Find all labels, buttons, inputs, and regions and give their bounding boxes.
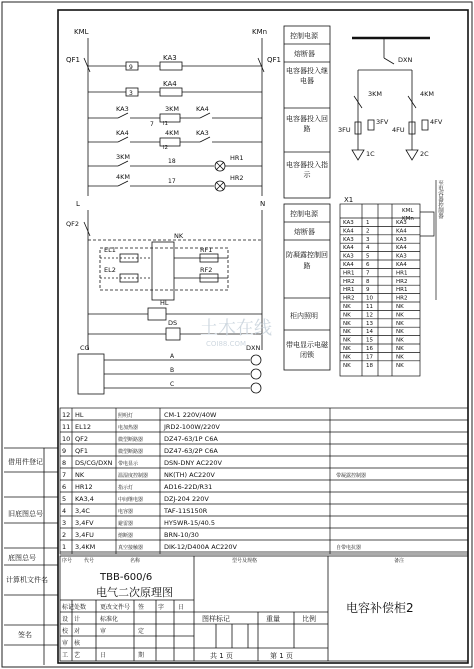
relay-3km-aux: 3KM — [116, 153, 131, 161]
title-block-left-rows — [62, 603, 184, 659]
terminal-row-number: 18 — [366, 362, 373, 369]
label-l: L — [76, 200, 80, 208]
margin-base-no: 底图总号 — [8, 554, 36, 562]
label-qf1-right: QF1 — [267, 56, 281, 64]
terminal-kml: KML — [402, 208, 414, 214]
live-display-circuit — [78, 354, 261, 394]
ol-4km: 4KM — [420, 90, 435, 98]
label-kml: KML — [74, 28, 89, 36]
terminal-row-label: NK — [343, 346, 351, 352]
ol-1c: 1C — [366, 150, 375, 158]
parts-row-name: 电容器 — [118, 509, 134, 515]
terminal-row-target: NK — [396, 362, 404, 369]
wire-18: 18 — [168, 158, 176, 165]
relay-ka4-interlock: KA4 — [196, 105, 209, 113]
terminal-row-number: 5 — [366, 253, 370, 260]
terminal-row-target: KA4 — [396, 245, 407, 252]
parts-row-no: 2 — [62, 531, 67, 539]
terminal-row-number: 17 — [366, 354, 373, 361]
terminal-row-number: 8 — [366, 278, 370, 285]
terminal-row-target: KA3 — [396, 236, 407, 243]
terminal-row-number: 3 — [366, 236, 370, 243]
terminal-row-label: KA4 — [343, 228, 354, 235]
terminal-row-label: NK — [343, 304, 351, 310]
relay-ka3-interlock: KA3 — [196, 129, 209, 137]
wire-3: 3 — [129, 90, 133, 97]
fn-live-display-lock: 带电显示电磁闭锁 — [286, 341, 328, 359]
stage-mark: 图样标记 — [202, 615, 230, 623]
fn-control-power-2: 控制电源 — [290, 210, 318, 218]
margin-borrow-register: 借用件登记 — [8, 458, 43, 466]
parts-row-name: 带电显示 — [118, 461, 139, 467]
terminal-row-number: 11 — [366, 304, 373, 310]
title-block-cell: 对 — [74, 628, 81, 635]
parts-row-no: 12 — [62, 411, 71, 419]
terminal-row-label: HR2 — [343, 278, 355, 285]
title-block-cell: 日 — [178, 604, 185, 611]
terminal-row-number: 14 — [366, 329, 373, 336]
label-el2: EL2 — [104, 266, 116, 274]
terminal-row-number: 9 — [366, 287, 370, 294]
parts-row-code: 3,4KM — [75, 543, 96, 551]
terminal-row-label: KA4 — [343, 262, 354, 268]
ol-4fv: 4FV — [430, 118, 443, 126]
title-block-cell: 艺 — [74, 652, 81, 659]
title-block-cell: 审 — [100, 628, 107, 635]
parts-row-name: 避雷器 — [118, 521, 134, 527]
label-n: N — [260, 200, 266, 208]
terminal-row-target: KA4 — [396, 262, 407, 268]
parts-row-name: 指示灯 — [118, 485, 134, 491]
label-rf1: RF1 — [200, 246, 213, 254]
relay-ka4-coil-label: KA4 — [163, 80, 177, 88]
terminal-row-target: NK — [396, 346, 404, 352]
terminal-row-number: 13 — [366, 320, 373, 327]
parts-row-no: 9 — [62, 447, 67, 455]
wire-17: 17 — [168, 178, 176, 185]
wire-9: 9 — [129, 64, 133, 71]
ol-3fv: 3FV — [376, 118, 389, 126]
title-block-cell: 字 — [158, 604, 165, 611]
label-nk: NK — [174, 232, 184, 240]
parts-row-spec: DZJ-204 220V — [164, 495, 209, 503]
parts-row-code: HR12 — [75, 483, 93, 491]
parts-row-code: HL — [75, 411, 84, 419]
fn-cap-relay: 电容器投入继电器 — [286, 67, 328, 85]
title-block-cell: 日 — [100, 652, 107, 659]
title-block-cell: 核 — [74, 640, 81, 647]
terminal-row-target: HR1 — [396, 287, 408, 294]
relay-ka3-coil-label: KA3 — [163, 54, 177, 62]
coil-l2: l2 — [163, 145, 169, 151]
wire-7: 7 — [150, 121, 154, 128]
label-cg: CG — [80, 344, 90, 352]
terminal-row-number: 6 — [366, 262, 370, 268]
parts-row-no: 10 — [62, 435, 71, 443]
parts-row-spec: HY5WR-15/40.5 — [164, 519, 215, 527]
parts-row-code: KA3,4 — [75, 495, 94, 503]
parts-row-no: 7 — [62, 471, 67, 479]
title-block-cell: 标记 — [62, 604, 75, 611]
title-block-cell: 处数 — [74, 604, 87, 611]
parts-header-code: 代号 — [84, 558, 95, 564]
one-line-diagram — [352, 38, 430, 160]
terminal-row-label: KA3 — [343, 220, 354, 226]
terminal-row-label: KA3 — [343, 253, 354, 260]
terminal-kmn: KMn — [402, 216, 414, 222]
parts-row-code: EL12 — [75, 423, 91, 431]
terminal-row-label: HR1 — [343, 270, 355, 277]
relay-4km-coil: 4KM — [165, 129, 180, 137]
terminal-row-label: NK — [343, 337, 351, 344]
title-block-cell: 设 — [62, 616, 69, 623]
parts-header-no: 序号 — [62, 558, 73, 564]
parts-header-note: 备注 — [394, 558, 405, 564]
parts-row-name: 中间继电器 — [118, 497, 144, 503]
relay-3km-coil: 3KM — [165, 105, 180, 113]
terminal-row-number: 4 — [366, 245, 370, 252]
ol-3fu: 3FU — [338, 126, 351, 134]
parts-row-no: 3 — [62, 519, 67, 527]
terminal-row-target: KA4 — [396, 228, 407, 235]
parts-row-note: 自带电抗器 — [336, 545, 362, 551]
phase-a: A — [170, 353, 175, 360]
parts-row-spec: BRN-10/30 — [164, 531, 199, 539]
margin-old-base-no: 旧底图总号 — [8, 510, 43, 518]
title-block-cell: 期 — [138, 652, 145, 659]
fn-fuse-2: 熔断器 — [294, 228, 315, 236]
terminal-row-target: KA3 — [396, 220, 407, 226]
parts-rows — [60, 411, 468, 564]
terminal-row-number: 1 — [366, 220, 370, 226]
parts-row-no: 11 — [62, 423, 71, 431]
terminal-rows — [340, 218, 420, 369]
fn-cap-loop: 电容器投入回路 — [286, 115, 328, 133]
weight-label: 重量 — [266, 615, 280, 623]
title-block-cell: 签 — [138, 604, 145, 611]
terminal-row-target: HR2 — [396, 278, 408, 285]
parts-row-no: 6 — [62, 483, 67, 491]
relay-ka3-contact: KA3 — [116, 105, 129, 113]
terminal-row-label: KA4 — [343, 245, 354, 252]
parts-row-name: 温湿度控制器 — [118, 473, 149, 479]
terminal-title: X1 — [344, 196, 354, 204]
parts-row-spec: TAF-11S150R — [164, 507, 208, 515]
total-pages: 共 1 页 — [210, 652, 233, 660]
watermark: 土木在线 — [200, 318, 272, 339]
terminal-row-target: NK — [396, 312, 404, 319]
fn-anti-condensation: 防凝露控制回路 — [286, 251, 328, 270]
parts-row-spec: JRD2-100W/220V — [164, 423, 220, 431]
title-block-cell: 更改文件号 — [100, 604, 131, 611]
relay-ka4-contact: KA4 — [116, 129, 129, 137]
parts-header-name: 名称 — [130, 558, 141, 564]
phase-c: C — [170, 381, 175, 388]
label-qf2: QF2 — [66, 220, 79, 228]
parts-row-name: 电加热器 — [118, 425, 139, 431]
terminal-row-target: HR1 — [396, 270, 408, 277]
parts-row-code: NK — [75, 471, 85, 479]
parts-row-name: 熔断器 — [118, 533, 134, 539]
terminal-row-label: KA3 — [343, 236, 354, 243]
terminal-row-number: 2 — [366, 228, 370, 235]
watermark-sub: COI88.COM — [206, 340, 247, 348]
parts-row-spec: DSN-DNY AC220V — [164, 459, 222, 467]
title-block-cell: 工 — [62, 652, 69, 659]
parts-row-no: 1 — [62, 543, 67, 551]
terminal-row-label: HR1 — [343, 287, 355, 294]
terminal-row-target: NK — [396, 354, 404, 361]
parts-row-code: QF2 — [75, 435, 88, 443]
title-block-cell: 校 — [62, 628, 69, 635]
terminal-row-target: NK — [396, 304, 404, 310]
margin-computer-file: 计算机文件名 — [6, 576, 48, 584]
parts-row-name: 微型断路器 — [118, 449, 144, 455]
parts-row-no: 5 — [62, 495, 67, 503]
title-block-cell: 定 — [138, 628, 145, 635]
parts-row-note: 带凝露控制器 — [336, 473, 367, 479]
parts-row-spec: DZ47-63/2P C6A — [164, 447, 218, 455]
fn-control-power-1: 控制电源 — [290, 32, 318, 40]
label-el1: EL1 — [104, 246, 116, 254]
title-block-cell: 标准化 — [100, 616, 119, 623]
parts-row-code: 3,4FV — [75, 519, 94, 527]
phase-b: B — [170, 367, 175, 374]
title-block-cell: 审 — [62, 640, 69, 647]
fn-cabinet-light: 柜内照明 — [290, 312, 318, 320]
parts-row-name: 微型断路器 — [118, 437, 144, 443]
relay-4km-aux: 4KM — [116, 173, 131, 181]
label-ds: DS — [168, 319, 178, 327]
parts-header-spec: 型号及规格 — [232, 558, 258, 564]
terminal-row-number: 10 — [366, 295, 373, 302]
parts-row-name: 照明灯 — [118, 413, 134, 419]
terminal-row-label: NK — [343, 329, 351, 336]
drawing-title: 电气二次原理图 — [96, 586, 173, 599]
ol-dxn: DXN — [398, 56, 413, 64]
parts-row-spec: DZ47-63/1P C6A — [164, 435, 218, 443]
label-qf1-left: QF1 — [66, 56, 80, 64]
terminal-row-label: NK — [343, 362, 351, 369]
label-dxn: DXN — [246, 344, 261, 352]
lamp-hr2: HR2 — [230, 174, 244, 182]
parts-row-code: 3,4C — [75, 507, 90, 515]
terminal-row-label: NK — [343, 354, 351, 361]
ol-4fu: 4FU — [392, 126, 405, 134]
fn-fuse-1: 熔断器 — [294, 50, 315, 58]
title-block-cell: 计 — [74, 616, 81, 623]
parts-row-code: QF1 — [75, 447, 88, 455]
terminal-side-note: 至电容器控制器 — [437, 180, 443, 219]
terminal-row-target: NK — [396, 320, 404, 327]
terminal-row-target: NK — [396, 329, 404, 336]
parts-row-no: 4 — [62, 507, 67, 515]
fn-cap-indicator: 电容器投入指示 — [286, 161, 328, 179]
parts-row-code: 3,4FU — [75, 531, 94, 539]
coil-l1: l1 — [163, 121, 169, 127]
parts-row-no: 8 — [62, 459, 67, 467]
label-kmn: KMn — [252, 28, 268, 36]
terminal-row-target: NK — [396, 337, 404, 344]
terminal-row-target: KA3 — [396, 253, 407, 260]
parts-row-spec: NK(TH) AC220V — [164, 471, 215, 479]
terminal-row-number: 12 — [366, 312, 373, 319]
page-number: 第 1 页 — [270, 652, 293, 660]
terminal-row-number: 15 — [366, 337, 373, 344]
product-name: 电容补偿柜2 — [346, 601, 414, 615]
parts-row-spec: AD16-22D/R31 — [164, 483, 213, 491]
label-rf2: RF2 — [200, 266, 213, 274]
ol-2c: 2C — [420, 150, 429, 158]
drawing-number: TBB-600/6 — [100, 572, 153, 583]
parts-row-spec: CM-1 220V/40W — [164, 411, 217, 419]
parts-row-code: DS/CG/DXN — [75, 459, 113, 467]
terminal-row-number: 16 — [366, 346, 373, 352]
terminal-row-target: HR2 — [396, 295, 408, 302]
terminal-row-label: HR2 — [343, 295, 355, 302]
lamp-hr1: HR1 — [230, 154, 244, 162]
parts-row-name: 真空接触器 — [118, 545, 144, 551]
label-hl: HL — [160, 299, 169, 307]
terminal-row-label: NK — [343, 320, 351, 327]
terminal-row-label: NK — [343, 312, 351, 319]
ol-3km: 3KM — [368, 90, 383, 98]
terminal-row-number: 7 — [366, 270, 370, 277]
scale-label: 比例 — [302, 615, 316, 623]
margin-signature: 签名 — [18, 631, 32, 639]
parts-row-spec: DIK-12/D400A AC220V — [164, 543, 237, 551]
